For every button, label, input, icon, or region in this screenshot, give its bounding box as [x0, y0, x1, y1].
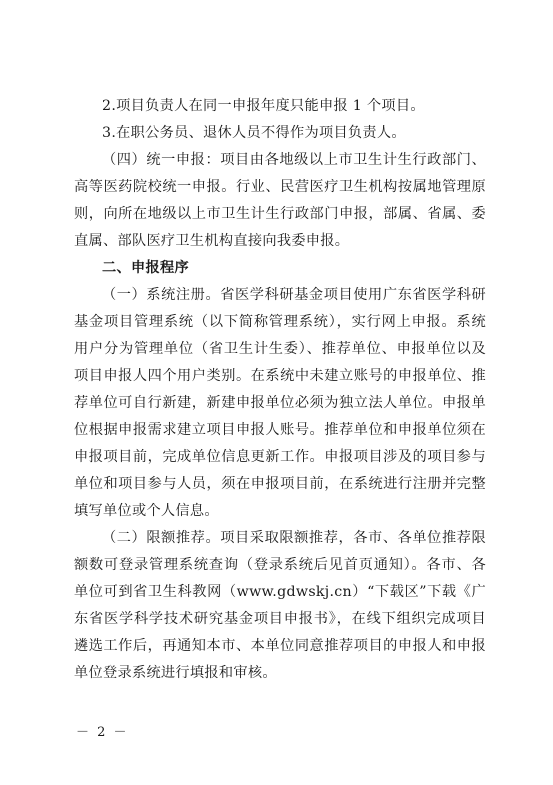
- paragraph-unified-application: （四）统一申报：项目由各地级以上市卫生计生行政部门、高等医药院校统一申报。行业、民营医疗卫生机构按属地管理原则，向所在地级以上市卫生计生行政部门申报，部属、省属、委直属、部队医疗卫生机构直接向我委申报。: [74, 152, 486, 249]
- page-number: － 2 －: [76, 725, 129, 740]
- paragraph-system-registration: （一）系统注册。省医学科研基金项目使用广东省医学科研基金项目管理系统（以下简称管理系统），实行网上申报。系统用户分为管理单位（省卫生计生委）、推荐单位、申报单位以及项目申报人四个用户类别。在系统中未建立账号的申报单位、推荐单位可自行新建，新建申报单位必须为独立法人单位。申报单位根据申报需求建立项目申报人账号。推荐单位和申报单位须在申报项目前，完成单位信息更新工作。申报项目涉及的项目参与单位和项目参与人员，须在申报项目前，在系统进行注册并完整填写单位或个人信息。: [74, 287, 486, 519]
- section-heading-application-procedure: 二、申报程序: [102, 260, 189, 276]
- paragraph-item-2: 2.项目负责人在同一申报年度只能申报 1 个项目。: [102, 98, 425, 114]
- paragraph-item-3: 3.在职公务员、退休人员不得作为项目负责人。: [102, 125, 406, 141]
- paragraph-quota-recommendation: （二）限额推荐。项目采取限额推荐，各市、各单位推荐限额数可登录管理系统查询（登录系统后见首页通知）。各市、各单位可到省卫生科教网（www.gdwskj.cn）“下载区”下载《广东省医学科学技术研究基金项目申报书》，在线下组织完成项目遴选工作后，再通知本市、本单位同意推荐项目的申报人和申报单位登录系统进行填报和审核。: [74, 530, 486, 681]
- document-body: [74, 93, 486, 687]
